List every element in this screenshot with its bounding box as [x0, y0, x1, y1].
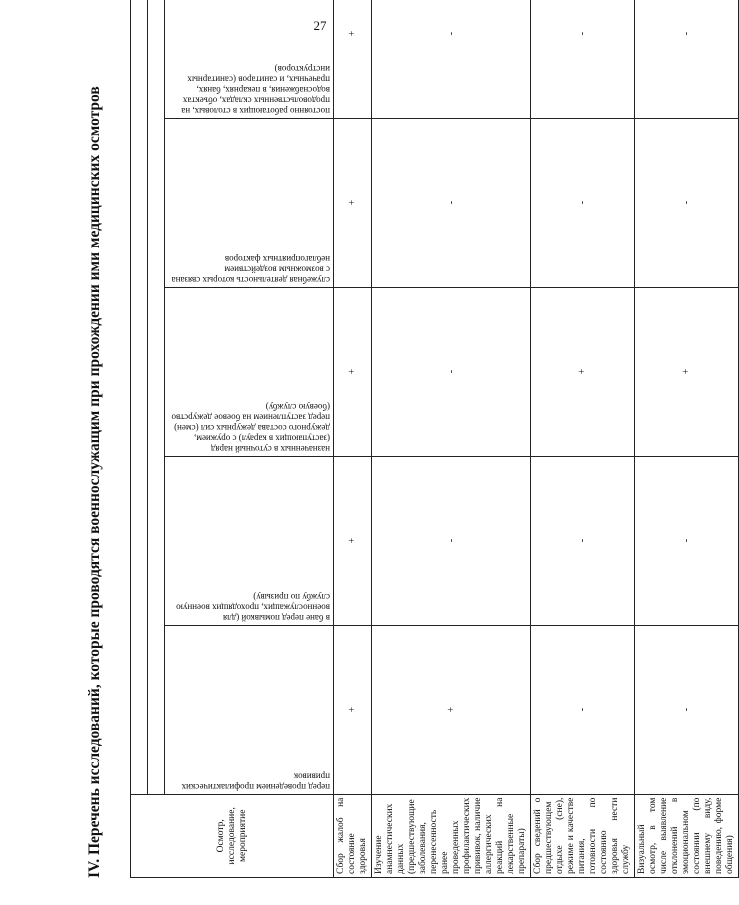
header-row-group — [131, 0, 148, 878]
mark-cell: - — [531, 625, 635, 794]
mark-cell: + — [334, 0, 372, 118]
row-label: Изучение анамнестических данных (предшествующие заболевания, перенесенность ранее проведенных профилактических прививок, наличие аллергических реакций на лекарственные препараты) — [372, 794, 531, 877]
column-header — [165, 118, 334, 287]
row-label: Сбор сведений о предшествующем отдыхе (сне), режиме и качестве питания, готовности по состоянию здоровья нести службу — [531, 794, 635, 877]
column-header-label: назначенных в суточный наряд (заступающих в караул) с оружием, дежурного состава дежурных сил (смен) перед заступлением на боевое дежурство (боевую службу) — [171, 401, 330, 454]
examination-table — [130, 0, 739, 878]
mark-cell: - — [372, 456, 531, 625]
document-title: IV. Перечень исследований, которые проводятся военнослужащим при прохождении ими медицинских осмотров — [86, 86, 103, 878]
table-row — [531, 0, 635, 878]
mark-cell: - — [635, 625, 739, 794]
column-header — [165, 287, 334, 456]
mark-cell: + — [635, 287, 739, 456]
mark-cell: - — [635, 0, 739, 118]
page-number: 27 — [313, 18, 327, 33]
column-header-label: служебная деятельность которых связана с возможным воздействием неблагоприятных факторов — [171, 253, 330, 285]
table-row — [372, 0, 531, 878]
table-row — [635, 0, 739, 878]
mark-cell: + — [334, 456, 372, 625]
mark-cell: - — [531, 0, 635, 118]
column-header — [165, 456, 334, 625]
mark-cell: + — [372, 625, 531, 794]
header-row-sub — [148, 0, 165, 878]
header-row-columns — [165, 0, 334, 878]
mark-cell: - — [635, 118, 739, 287]
column-header-label: в бане перед помывкой (для военнослужащих, проходящих военную службу по призыву) — [176, 591, 330, 623]
subgroup-header — [148, 0, 165, 794]
column-header — [165, 625, 334, 794]
mark-cell: - — [635, 456, 739, 625]
mark-cell: + — [334, 118, 372, 287]
column-header-label: постоянно работающих в столовых, на продовольственных складах, объектах водоснабжения, в пекарнях, банях, прачечных, и санитаров (санитарных инструкторов) — [181, 63, 330, 116]
mark-cell: - — [531, 456, 635, 625]
group-header — [131, 0, 148, 794]
mark-cell: - — [372, 0, 531, 118]
mark-cell: + — [334, 625, 372, 794]
mark-cell: - — [372, 287, 531, 456]
row-label: Визуальный осмотр, в том числе выявление отклонений в эмоциональном состоянии (по внешнему виду, поведению, форме общения) — [635, 794, 739, 877]
mark-cell: - — [372, 118, 531, 287]
mark-cell: + — [531, 287, 635, 456]
rotated-sheet — [85, 30, 735, 878]
row-label: Сбор жалоб на состояние здоровья — [334, 794, 372, 877]
column-header — [165, 0, 334, 118]
mark-cell: + — [334, 287, 372, 456]
corner-header: Осмотр, исследование, мероприятие — [131, 794, 334, 877]
mark-cell: - — [531, 118, 635, 287]
column-header-label: перед проведением профилактических прививок — [181, 771, 330, 792]
table-row — [334, 0, 372, 878]
